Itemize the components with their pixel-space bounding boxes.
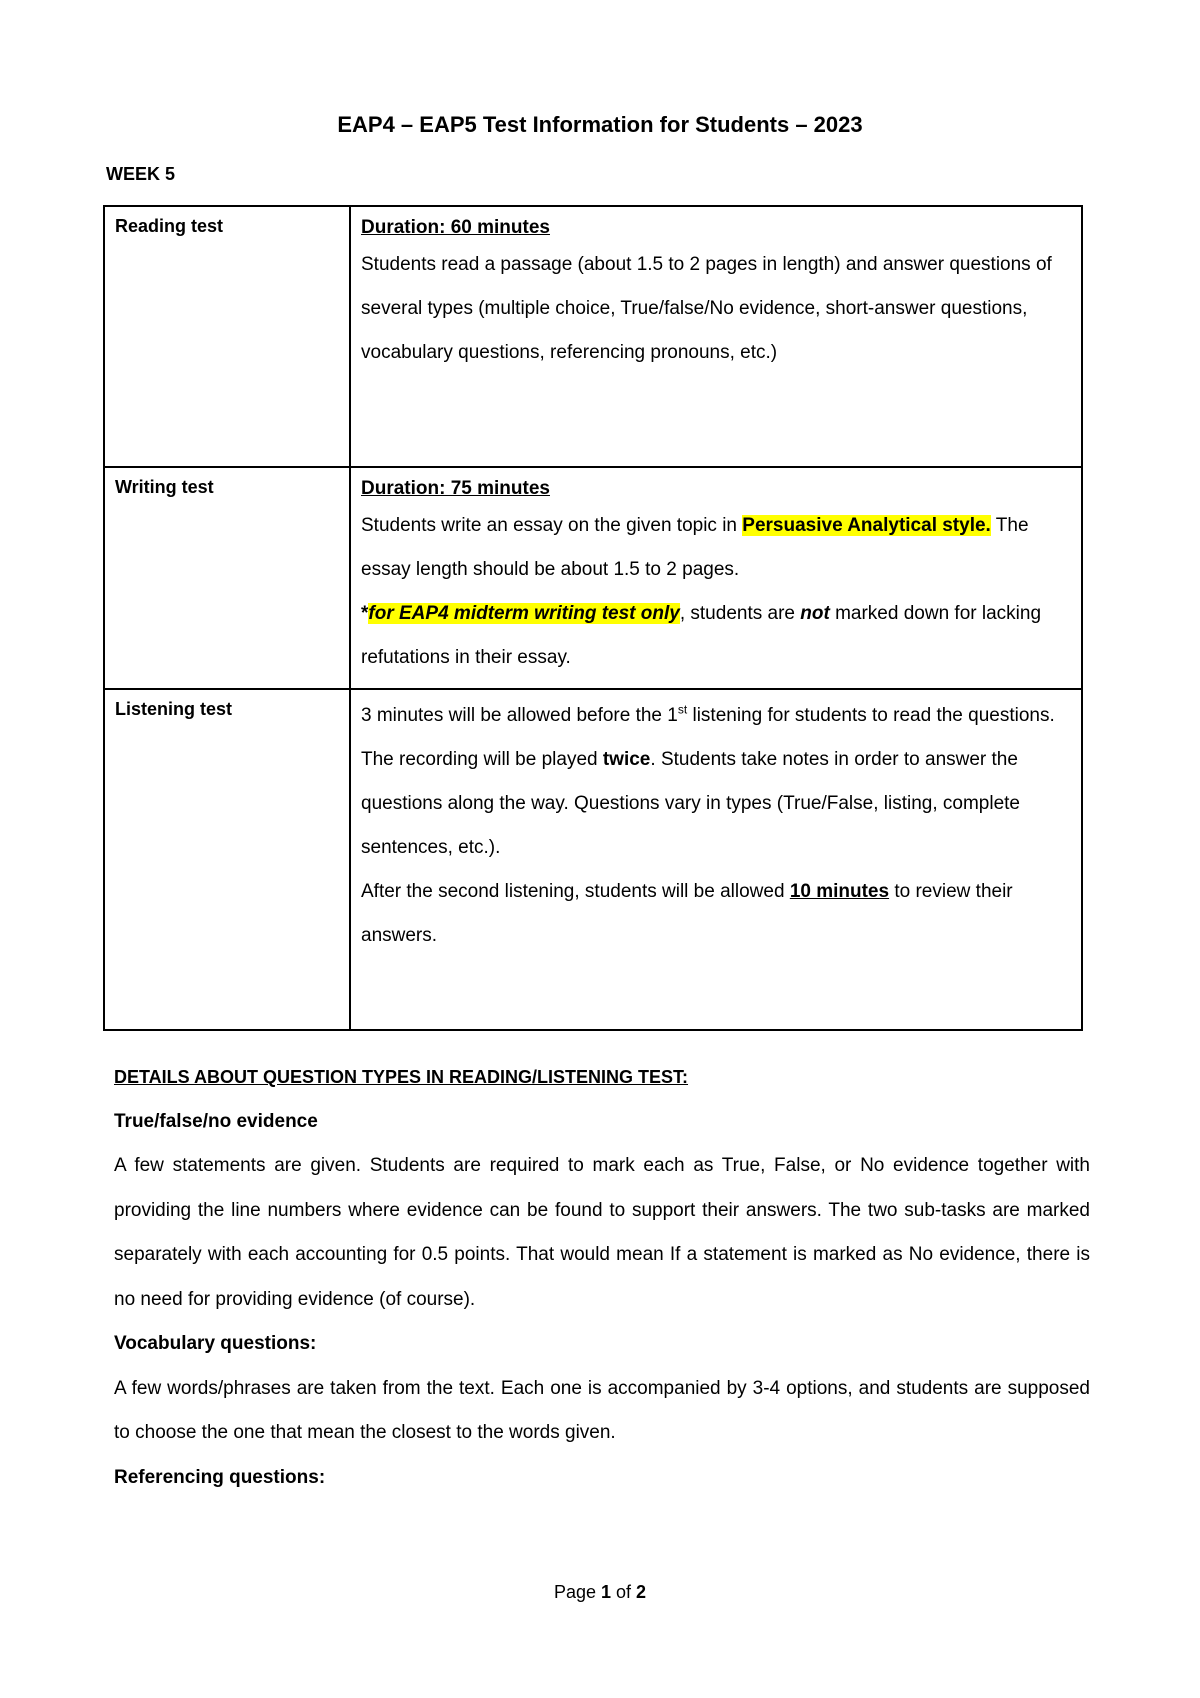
listening-p3-pre: After the second listening, students will be allowed	[361, 881, 790, 902]
table-row-listening	[104, 689, 1082, 1030]
page-footer	[0, 1582, 1200, 1603]
writing-description-text	[361, 504, 1071, 592]
listening-test-name: Listening test	[104, 689, 350, 1030]
footer-page-word: Page	[553, 1582, 601, 1602]
footer-of-word: of	[611, 1582, 637, 1602]
reading-test-name: Reading test	[104, 206, 350, 467]
listening-p1-pre: 3 minutes will be allowed before the 1	[361, 705, 678, 726]
writing-note-mid: , students are	[679, 603, 801, 624]
listening-p2-post: . Students take notes in order to answer the questions along the way. Questions vary in types (True/False, listing, complete sentences, etc.).	[361, 749, 1020, 858]
writing-test-name: Writing test	[104, 467, 350, 689]
listening-para-2	[361, 738, 1071, 870]
table-row-writing	[104, 467, 1082, 689]
listening-p3-bold: 10 minutes	[789, 881, 890, 902]
writing-line1-pre: Students write an essay on the given topic in	[361, 515, 743, 536]
table-row-reading	[104, 206, 1082, 467]
question-types-section	[114, 1055, 1090, 1500]
writing-test-description	[350, 467, 1082, 689]
listening-p1-sup: st	[677, 702, 688, 717]
writing-style-highlight: Persuasive Analytical style.	[742, 515, 991, 536]
question-types-heading: DETAILS ABOUT QUESTION TYPES IN READING/LISTENING TEST:	[114, 1067, 689, 1087]
footer-current-page: 1	[601, 1582, 612, 1602]
vocab-heading: Vocabulary questions:	[114, 1333, 317, 1354]
listening-p2-bold: twice	[602, 749, 651, 770]
writing-note-text	[361, 592, 1071, 680]
footer-total-pages: 2	[636, 1582, 647, 1602]
document-title: EAP4 – EAP5 Test Information for Students – 2023	[337, 112, 863, 137]
reading-duration: Duration: 60 minutes	[361, 217, 550, 238]
referencing-heading: Referencing questions:	[114, 1466, 326, 1488]
listening-p1-post: listening for students to read the questions.	[687, 705, 1055, 726]
listening-para-3	[361, 870, 1071, 958]
test-info-table	[103, 205, 1083, 1031]
listening-test-description	[350, 689, 1082, 1030]
reading-description-text: Students read a passage (about 1.5 to 2 pages in length) and answer questions of several types (multiple choice, True/false/No evidence, short-answer questions, vocabulary questions, referencing pronouns, etc.)	[361, 254, 1052, 363]
writing-note-post: marked down for lacking refutations in their essay.	[361, 603, 1042, 668]
listening-para-1	[361, 694, 1071, 738]
reading-test-description	[350, 206, 1082, 467]
listening-p2-pre: The recording will be played	[361, 749, 603, 770]
listening-p3-post: to review their answers.	[361, 881, 1013, 946]
tfne-heading: True/false/no evidence	[114, 1110, 318, 1132]
writing-duration: Duration: 75 minutes	[361, 478, 550, 499]
writing-note-highlight: for EAP4 midterm writing test only	[368, 603, 680, 624]
writing-note-not: not	[800, 603, 830, 624]
vocab-body: A few words/phrases are taken from the text. Each one is accompanied by 3-4 options, and students are supposed to choose the one that mean the closest to the words given.	[114, 1377, 1090, 1443]
week-label: WEEK 5	[106, 164, 176, 184]
writing-line1-post: The essay length should be about 1.5 to 2 pages.	[361, 515, 1029, 580]
tfne-body: A few statements are given. Students are required to mark each as True, False, or No evidence together with providing the line numbers where evidence can be found to support their answers. The two sub-tasks are marked separately with each accounting for 0.5 points. That would mean If a statement is marked as No evidence, there is no need for providing evidence (of course).	[114, 1155, 1090, 1310]
writing-note-star: *	[361, 603, 369, 624]
